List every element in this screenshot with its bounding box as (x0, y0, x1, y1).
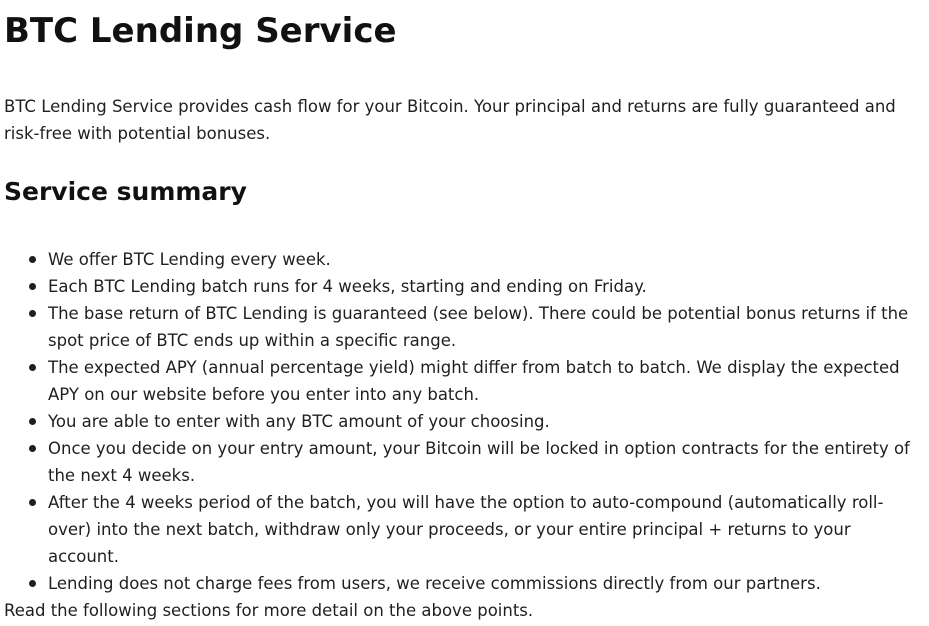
list-item (4, 300, 925, 354)
bullet-icon (29, 364, 36, 371)
list-item-text: Lending does not charge fees from users, we receive commissions directly from our partners. (48, 574, 821, 593)
list-item (4, 489, 925, 570)
list-item-text: After the 4 weeks period of the batch, you will have the option to auto-compound (automatically roll-over) into the next batch, withdraw only your proceeds, or your entire principal + returns to your account. (48, 493, 884, 566)
section-heading-service-summary: Service summary (4, 177, 247, 206)
bullet-icon (29, 256, 36, 263)
list-item (4, 354, 925, 408)
list-item-text: The expected APY (annual percentage yield) might differ from batch to batch. We display the expected APY on our website before you enter into any batch. (48, 358, 900, 404)
list-item (4, 273, 925, 300)
page-title: BTC Lending Service (4, 11, 397, 51)
bullet-icon (29, 499, 36, 506)
list-item (4, 246, 925, 273)
list-item-text: You are able to enter with any BTC amount of your choosing. (48, 412, 550, 431)
list-item (4, 435, 925, 489)
bullet-icon (29, 283, 36, 290)
bullet-icon (29, 445, 36, 452)
footer-note: Read the following sections for more detail on the above points. (4, 601, 534, 620)
bullet-icon (29, 310, 36, 317)
service-summary-list (4, 246, 925, 597)
bullet-icon (29, 580, 36, 587)
list-item (4, 408, 925, 435)
list-item-text: We offer BTC Lending every week. (48, 250, 331, 269)
intro-paragraph: BTC Lending Service provides cash flow for your Bitcoin. Your principal and returns are fully guaranteed and risk-free with potential bonuses. (4, 97, 896, 143)
list-item-text: The base return of BTC Lending is guaranteed (see below). There could be potential bonus returns if the spot price of BTC ends up within a specific range. (48, 304, 909, 350)
list-item (4, 570, 925, 597)
list-item-text: Once you decide on your entry amount, your Bitcoin will be locked in option contracts for the entirety of the next 4 weeks. (48, 439, 910, 485)
list-item-text: Each BTC Lending batch runs for 4 weeks, starting and ending on Friday. (48, 277, 647, 296)
bullet-icon (29, 418, 36, 425)
